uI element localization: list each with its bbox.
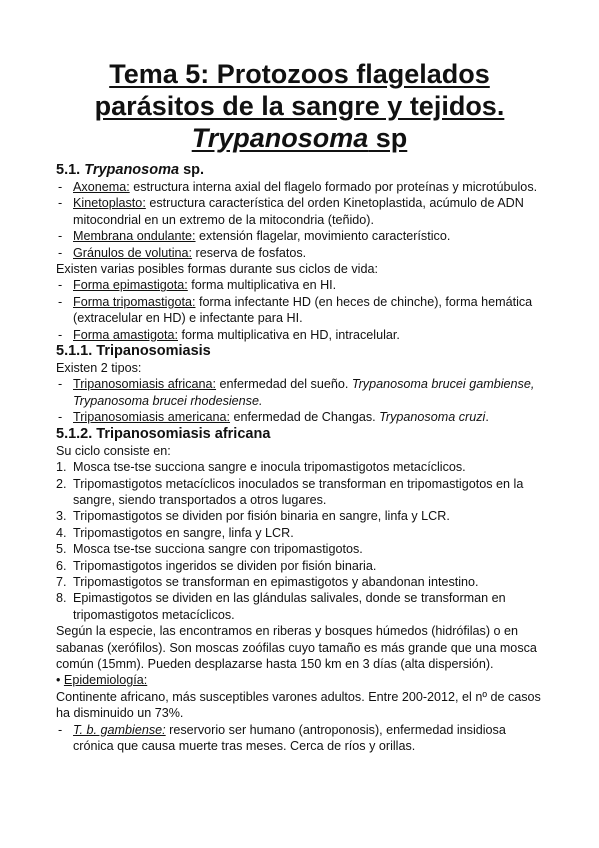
list-item: 8. Epimastigotos se dividen en las glándulas salivales, donde se transforman en tripomastigotos metacíclicos. bbox=[56, 591, 506, 622]
title-line-1: Tema 5: Protozoos flagelados bbox=[109, 59, 490, 89]
list-item: 7. Tripomastigotos se transforman en epimastigotos y abandonan intestino. bbox=[56, 574, 479, 589]
section-rest: sp. bbox=[179, 162, 205, 178]
list-item: - Tripanosomiasis africana: enfermedad del sueño. Trypanosoma brucei gambiense, Trypanosoma brucei rhodesiense. bbox=[56, 376, 543, 409]
list-item: 1. Mosca tse-tse succiona sangre e inocula tripomastigotos metacíclicos. bbox=[56, 460, 466, 475]
list-item: 4. Tripomastigotos en sangre, linfa y LCR. bbox=[56, 525, 294, 540]
epidemiology-heading: • Epidemiología: bbox=[56, 673, 148, 688]
list-item: - Forma tripomastigota: forma infectante HD (en heces de chinche), forma hemática (extracelular en HD) e infectante para HI. bbox=[56, 294, 543, 327]
list-item: - Forma epimastigota: forma multiplicativa en HI. bbox=[56, 277, 543, 293]
document-page bbox=[56, 58, 543, 754]
structure-list bbox=[56, 179, 543, 261]
list-item: 2. Tripomastigotos metacíclicos inoculados se transforman en tripomastigotos en la sangre, siendo transportados a otros lugares. bbox=[56, 476, 524, 507]
types-intro: Existen 2 tipos: bbox=[56, 361, 142, 376]
habitat-paragraph: Según la especie, las encontramos en riberas y bosques húmedos (hidrófilas) o en sabanas (xerófilos). Son moscas zoófilas cuyo tamaño es más grande que una mosca común (15mm). Pueden desplazarse hasta 150 km en 3 días (alta dispersión). bbox=[56, 624, 537, 671]
title-sp: sp bbox=[368, 123, 408, 153]
section-5-1-1-heading: 5.1.1. Tripanosomiasis bbox=[56, 343, 211, 360]
list-item: - Forma amastigota: forma multiplicativa en HD, intracelular. bbox=[56, 327, 543, 343]
subspecies-list bbox=[56, 722, 543, 755]
forms-intro: Existen varias posibles formas durante sus ciclos de vida: bbox=[56, 262, 378, 277]
cycle-intro: Su ciclo consiste en: bbox=[56, 443, 171, 458]
list-item: 6. Tripomastigotos ingeridos se dividen por fisión binaria. bbox=[56, 558, 377, 573]
list-item: 3. Tripomastigotos se dividen por fisión binaria en sangre, linfa y LCR. bbox=[56, 509, 450, 524]
title-line-3 bbox=[56, 122, 543, 154]
title-genus: Trypanosoma bbox=[191, 123, 369, 153]
list-item: 5. Mosca tse-tse succiona sangre con tripomastigotos. bbox=[56, 542, 363, 557]
types-list bbox=[56, 376, 543, 425]
list-item: - Axonema: estructura interna axial del flagelo formado por proteínas y microtúbulos. bbox=[56, 179, 543, 195]
list-item: - Gránulos de volutina: reserva de fosfatos. bbox=[56, 245, 543, 261]
section-5-1-2-heading: 5.1.2. Tripanosomiasis africana bbox=[56, 425, 271, 442]
epidemiology-text: Continente africano, más susceptibles varones adultos. Entre 200-2012, el nº de casos ha disminuido un 73%. bbox=[56, 689, 541, 721]
forms-list bbox=[56, 277, 543, 343]
title-line-2: parásitos de la sangre y tejidos. bbox=[94, 91, 505, 121]
list-item: - Membrana ondulante: extensión flagelar, movimiento característico. bbox=[56, 228, 543, 244]
section-number: 5.1. bbox=[56, 162, 85, 178]
cycle-steps bbox=[56, 459, 543, 623]
list-item: - Tripanosomiasis americana: enfermedad de Changas. Trypanosoma cruzi. bbox=[56, 409, 543, 425]
list-item: - T. b. gambiense: reservorio ser humano (antroponosis), enfermedad insidiosa crónica que causa muerte tras meses. Cerca de ríos y orillas. bbox=[56, 722, 543, 755]
section-genus: Trypanosoma bbox=[84, 162, 180, 178]
list-item: - Kinetoplasto: estructura característica del orden Kinetoplastida, acúmulo de ADN mitocondrial en un extremo de la mitocondria (teñido). bbox=[56, 195, 543, 228]
page-title bbox=[56, 58, 543, 154]
section-5-1-heading bbox=[56, 162, 543, 179]
